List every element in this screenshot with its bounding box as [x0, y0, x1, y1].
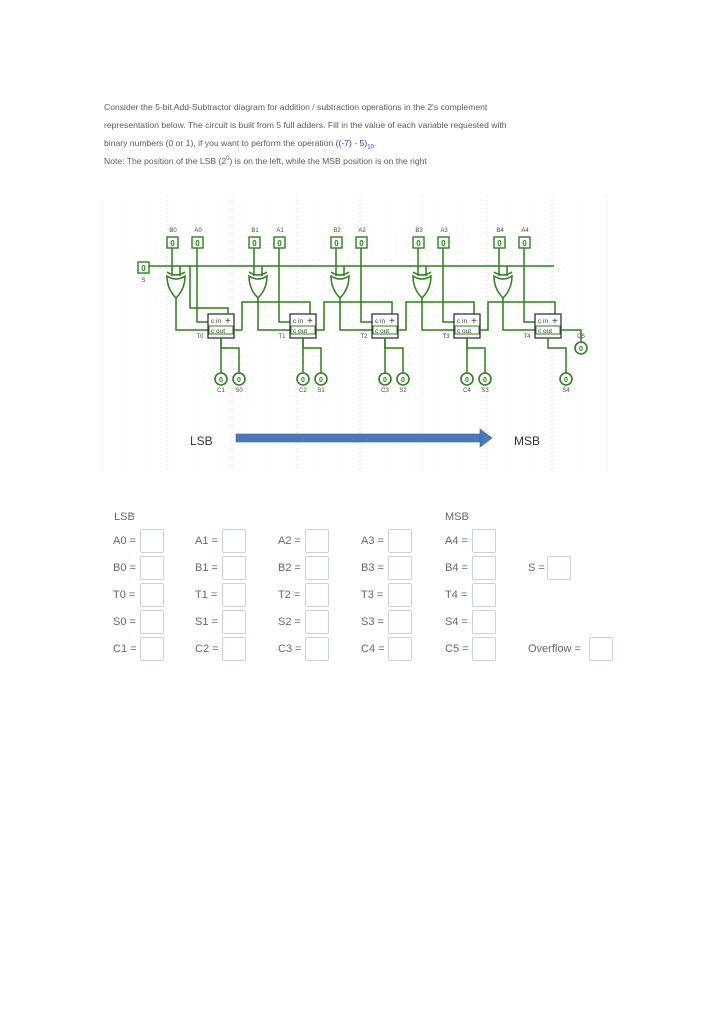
a-wire [197, 248, 208, 322]
sum-wire [467, 338, 485, 373]
question-line-2: representation below. The circuit is built from 5 full adders. Fill in the value of each variable requested with [104, 120, 507, 130]
sum-output-pin-value: 0 [564, 377, 568, 384]
xor-output-wire [340, 298, 372, 330]
adder-cout-label: c out [293, 328, 308, 335]
adder-cin-label: c in [538, 318, 549, 325]
output-label: C3 [381, 388, 389, 394]
answer-input-box[interactable] [305, 556, 329, 580]
adder-plus: + [389, 316, 395, 327]
answer-label: A4 = [445, 535, 468, 547]
output-label: S3 [481, 388, 489, 394]
input-label-b: B2 [333, 228, 341, 234]
input-label-a: A4 [521, 228, 529, 234]
c5-label: C5 [577, 334, 585, 340]
question-line-3-text: binary numbers (0 or 1), if you want to perform the operation [104, 138, 336, 148]
adder-cout-label: c out [211, 328, 226, 335]
xor-gate [331, 276, 349, 298]
answer-label: B2 = [278, 562, 301, 574]
input-label-b: B4 [496, 228, 504, 234]
xor-output-wire [503, 298, 535, 330]
answer-input-box[interactable] [472, 583, 496, 607]
answer-label: T3 = [361, 589, 384, 601]
b-input-pin-value: 0 [497, 239, 502, 248]
sum-wire [548, 338, 566, 373]
answer-input-box[interactable] [222, 556, 246, 580]
s-field-label: S = [528, 562, 545, 574]
b-input-pin-value: 0 [416, 239, 421, 248]
question-line-3-end: . [373, 138, 377, 148]
operation [335, 138, 377, 151]
operation-base: 10 [367, 144, 374, 151]
output-label: C4 [463, 388, 471, 394]
a-input-pin-value: 0 [359, 239, 364, 248]
carry-output-pin-value: 0 [465, 377, 469, 384]
question-line-3 [104, 134, 584, 157]
answer-label: A2 = [278, 535, 301, 547]
answer-input-box[interactable] [140, 529, 164, 553]
xor-gate-arc [331, 272, 349, 275]
input-label-b: B3 [415, 228, 423, 234]
input-label-b: B1 [251, 228, 259, 234]
answer-label: C5 = [445, 643, 469, 655]
input-label-b: B0 [169, 228, 177, 234]
answer-input-box[interactable] [222, 529, 246, 553]
answer-label: T1 = [195, 589, 218, 601]
answer-input-box[interactable] [305, 583, 329, 607]
adder-label: T1 [278, 334, 286, 340]
sum-output-pin-value: 0 [237, 377, 241, 384]
adder-label: T3 [442, 334, 450, 340]
input-label-a: A2 [358, 228, 366, 234]
answer-label: T0 = [113, 589, 136, 601]
answer-input-box[interactable] [222, 583, 246, 607]
xor-gate-arc [494, 272, 512, 275]
answer-label: T2 = [278, 589, 301, 601]
a-input-pin-value: 0 [441, 239, 446, 248]
adder-cin-label: c in [457, 318, 468, 325]
c5-output-value: 0 [579, 346, 583, 353]
adder-cin-label: c in [211, 318, 222, 325]
adder-label: T0 [196, 334, 204, 340]
input-label-a: A3 [440, 228, 448, 234]
xor-output-wire [258, 298, 290, 330]
adder-plus: + [552, 316, 558, 327]
answer-label: C3 = [278, 643, 302, 655]
answer-input-box[interactable] [388, 529, 412, 553]
answer-label: A3 = [361, 535, 384, 547]
msb-header: MSB [445, 511, 469, 523]
output-label: S1 [317, 388, 325, 394]
answer-input-box[interactable] [472, 637, 496, 661]
adder-label: T4 [523, 334, 531, 340]
carry-in-wire [190, 266, 228, 314]
answer-input-box[interactable] [388, 610, 412, 634]
answer-label: T4 = [445, 589, 468, 601]
adder-cin-label: c in [293, 318, 304, 325]
sum-output-pin-value: 0 [401, 377, 405, 384]
input-label-a: A1 [276, 228, 284, 234]
a-wire [443, 248, 454, 322]
answer-input-box[interactable] [140, 583, 164, 607]
sum-output-pin-value: 0 [483, 377, 487, 384]
s-input-box[interactable] [547, 556, 571, 580]
answer-input-box[interactable] [305, 637, 329, 661]
xor-gate [249, 276, 267, 298]
direction-arrow-shaft [236, 434, 480, 442]
answer-label: A1 = [195, 535, 218, 547]
output-label: S2 [399, 388, 407, 394]
output-label: S0 [235, 388, 243, 394]
answer-input-box[interactable] [388, 556, 412, 580]
lsb-label: LSB [190, 434, 213, 448]
adder-label: T2 [360, 334, 368, 340]
xor-output-wire [176, 298, 208, 330]
a-input-pin-value: 0 [195, 239, 200, 248]
adder-cout-label: c out [457, 328, 472, 335]
s-label: S [141, 278, 146, 284]
output-label: C2 [299, 388, 307, 394]
answer-input-box[interactable] [222, 637, 246, 661]
output-label: S4 [562, 388, 570, 394]
xor-gate [167, 276, 185, 298]
a-input-pin-value: 0 [522, 239, 527, 248]
b-input-pin-value: 0 [334, 239, 339, 248]
adder-cin-label: c in [375, 318, 386, 325]
carry-output-pin-value: 0 [383, 377, 387, 384]
operation-expression: ((-7) - 5) [335, 138, 368, 148]
a-wire [279, 248, 290, 322]
b-input-pin-value: 0 [252, 239, 257, 248]
xor-gate-arc [249, 272, 267, 275]
note-text [104, 156, 427, 166]
answer-label: S3 = [361, 616, 384, 628]
answer-input-box[interactable] [472, 556, 496, 580]
xor-gate-arc [167, 272, 185, 275]
answer-input-box[interactable] [222, 610, 246, 634]
input-label-a: A0 [194, 228, 202, 234]
answer-input-box[interactable] [388, 637, 412, 661]
answer-input-box[interactable] [140, 637, 164, 661]
answer-input-box[interactable] [388, 583, 412, 607]
a-input-pin-value: 0 [277, 239, 282, 248]
overflow-input-box[interactable] [589, 637, 613, 661]
answer-label: S4 = [445, 616, 468, 628]
sum-wire [221, 338, 239, 373]
question-text [104, 98, 584, 157]
adder-cout-label: c out [538, 328, 553, 335]
adder-plus: + [307, 316, 313, 327]
add-subtractor-diagram [102, 196, 607, 471]
answer-label: S1 = [195, 616, 218, 628]
question-line-1: Consider the 5-bit Add-Subtractor diagram for addition / subtraction operations in the 2's complement [104, 102, 488, 112]
answer-label: C4 = [361, 643, 385, 655]
xor-gate [494, 276, 512, 298]
xor-output-wire [422, 298, 454, 330]
answer-label: S0 = [113, 616, 136, 628]
answer-label: C1 = [113, 643, 137, 655]
answer-label: B0 = [113, 562, 136, 574]
answer-label: C2 = [195, 643, 219, 655]
answer-input-box[interactable] [472, 529, 496, 553]
carry-output-pin-value: 0 [219, 377, 223, 384]
answer-input-box[interactable] [472, 610, 496, 634]
answer-input-box[interactable] [305, 529, 329, 553]
adder-cout-label: c out [375, 328, 390, 335]
a-wire [361, 248, 372, 322]
s-input-value: 0 [141, 264, 146, 273]
answer-label: S2 = [278, 616, 301, 628]
xor-gate [413, 276, 431, 298]
sum-wire [385, 338, 403, 373]
adder-plus: + [471, 316, 477, 327]
note-exponent: 0 [226, 156, 230, 163]
answer-label: B4 = [445, 562, 468, 574]
output-label: C1 [217, 388, 225, 394]
overflow-field-label: Overflow = [528, 643, 581, 655]
answer-input-box[interactable] [140, 556, 164, 580]
adder-plus: + [225, 316, 231, 327]
carry-output-pin-value: 0 [301, 377, 305, 384]
answer-label: A0 = [113, 535, 136, 547]
sum-wire [303, 338, 321, 373]
note-pre: Note: The position of the LSB (2 [104, 156, 227, 166]
msb-label: MSB [514, 434, 541, 448]
a-wire [524, 248, 535, 322]
answer-input-box[interactable] [140, 610, 164, 634]
note-post: ) is on the left, while the MSB position is on the right [229, 156, 427, 166]
lsb-header: LSB [114, 511, 135, 523]
b-input-pin-value: 0 [170, 239, 175, 248]
answer-label: B3 = [361, 562, 384, 574]
answer-input-box[interactable] [305, 610, 329, 634]
answer-label: B1 = [195, 562, 218, 574]
sum-output-pin-value: 0 [319, 377, 323, 384]
